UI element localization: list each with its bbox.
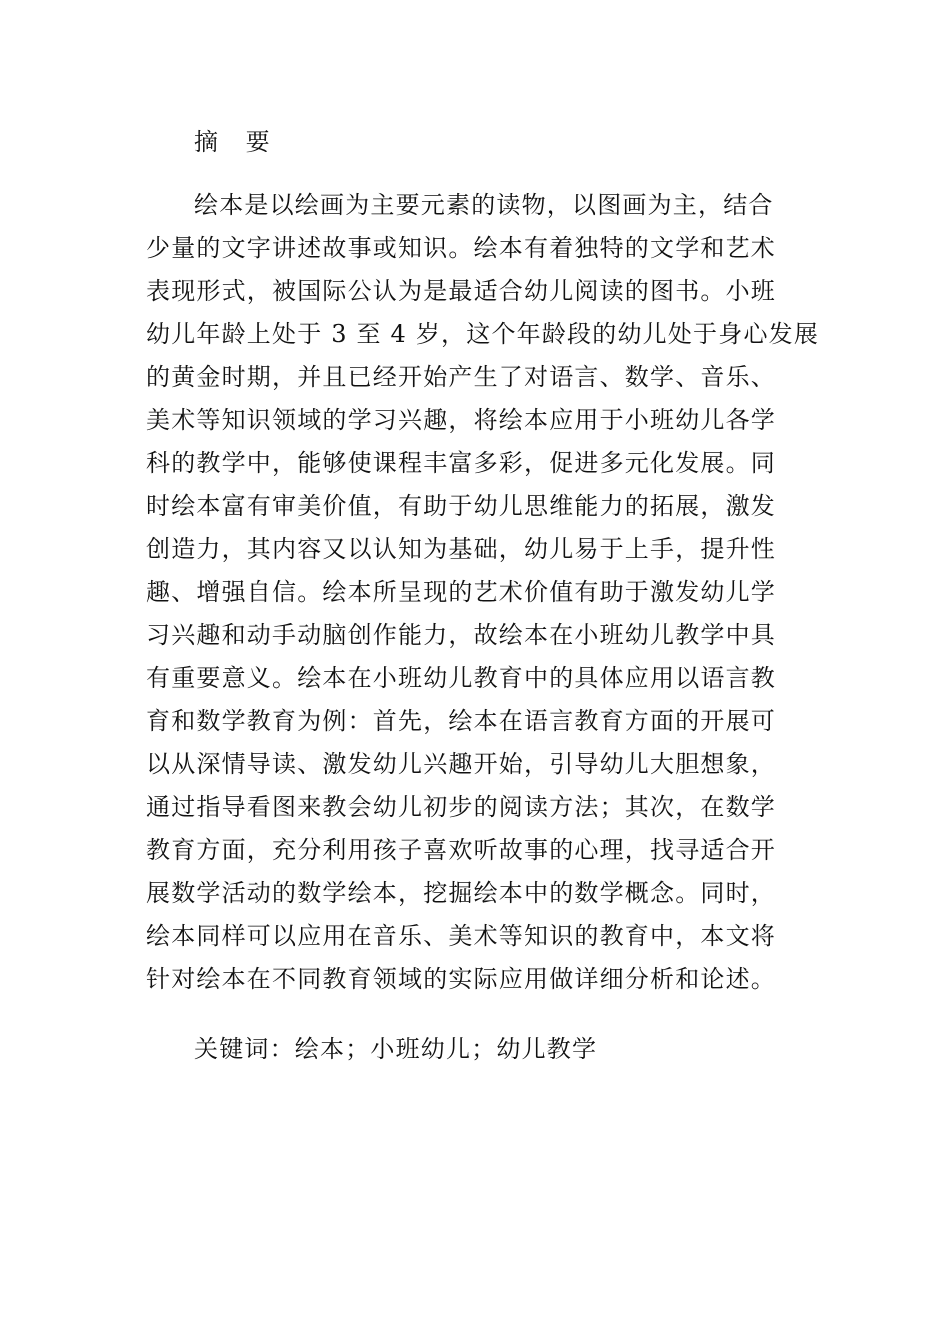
abstract-line: 育和数学教育为例：首先，绘本在语言教育方面的开展可 (146, 707, 776, 735)
abstract-line: 绘本同样可以应用在音乐、美术等知识的教育中，本文将 (146, 922, 776, 950)
abstract-line: 科的教学中，能够使课程丰富多彩，促进多元化发展。同 (146, 449, 776, 477)
abstract-line: 少量的文字讲述故事或知识。绘本有着独特的文学和艺术 (146, 234, 776, 262)
abstract-body (146, 184, 946, 1001)
abstract-line: 习兴趣和动手动脑创作能力，故绘本在小班幼儿教学中具 (146, 621, 776, 649)
abstract-line: 绘本是以绘画为主要元素的读物，以图画为主，结合 (194, 191, 774, 219)
abstract-line: 幼儿年龄上处于 3 至 4 岁，这个年龄段的幼儿处于身心发展 (146, 320, 820, 348)
abstract-line: 展数学活动的数学绘本，挖掘绘本中的数学概念。同时， (146, 879, 776, 907)
abstract-line: 创造力，其内容又以认知为基础，幼儿易于上手，提升性 (146, 535, 776, 563)
abstract-line: 的黄金时期，并且已经开始产生了对语言、数学、音乐、 (146, 363, 776, 391)
keywords-line: 关键词：绘本；小班幼儿；幼儿教学 (194, 1035, 598, 1063)
abstract-line: 有重要意义。绘本在小班幼儿教育中的具体应用以语言教 (146, 664, 776, 692)
abstract-heading: 摘 要 (194, 128, 280, 156)
abstract-line: 时绘本富有审美价值，有助于幼儿思维能力的拓展，激发 (146, 492, 776, 520)
abstract-line: 针对绘本在不同教育领域的实际应用做详细分析和论述。 (146, 965, 776, 993)
abstract-line: 美术等知识领域的学习兴趣，将绘本应用于小班幼儿各学 (146, 406, 776, 434)
abstract-line: 表现形式，被国际公认为是最适合幼儿阅读的图书。小班 (146, 277, 776, 305)
abstract-line: 趣、增强自信。绘本所呈现的艺术价值有助于激发幼儿学 (146, 578, 776, 606)
abstract-line: 以从深情导读、激发幼儿兴趣开始，引导幼儿大胆想象， (146, 750, 776, 778)
abstract-line: 教育方面，充分利用孩子喜欢听故事的心理，找寻适合开 (146, 836, 776, 864)
abstract-line: 通过指导看图来教会幼儿初步的阅读方法；其次，在数学 (146, 793, 776, 821)
